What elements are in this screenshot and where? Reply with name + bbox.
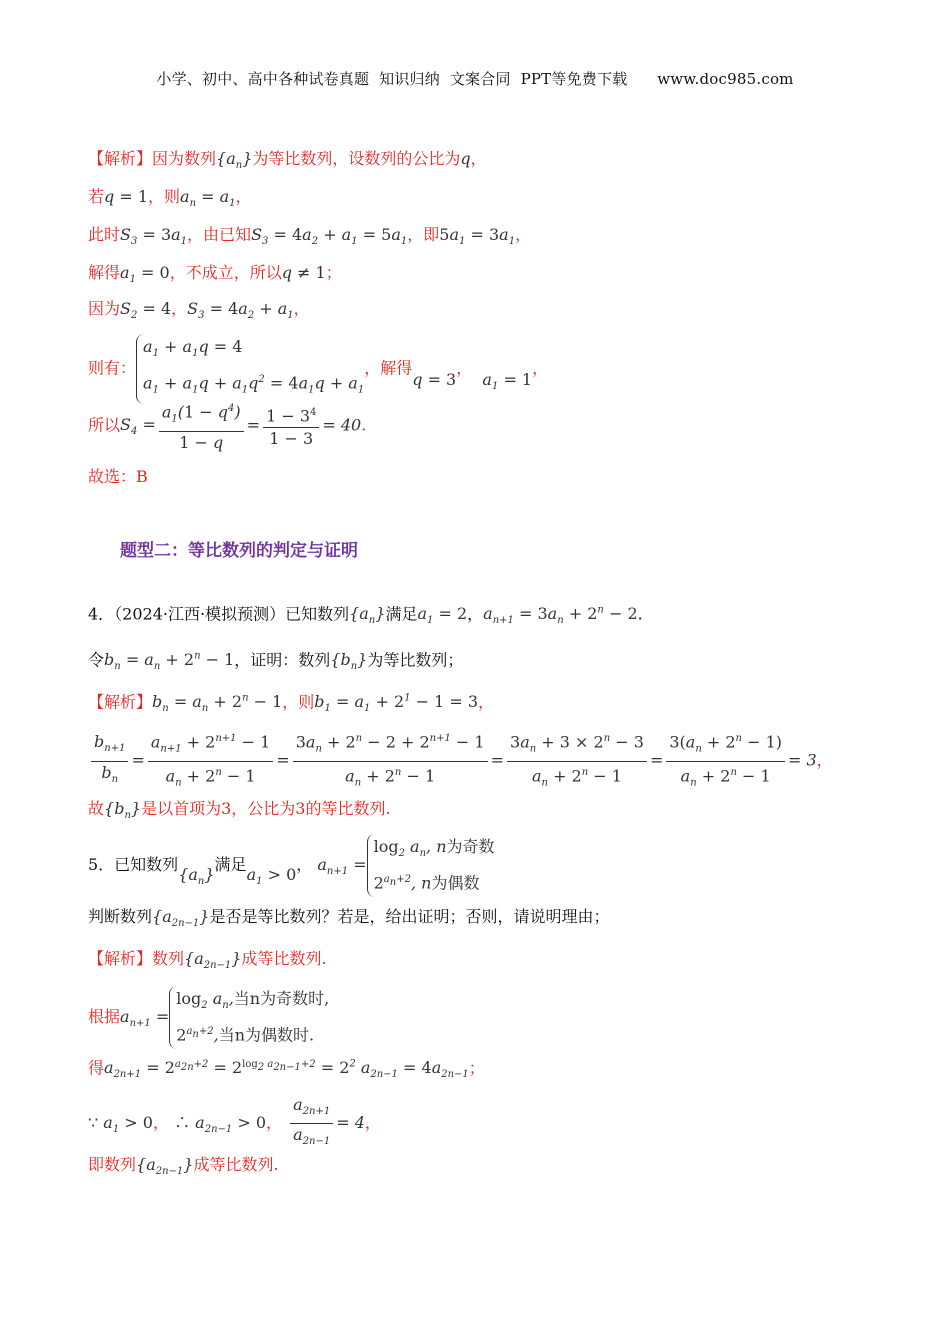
text: 为偶数: [431, 873, 480, 893]
math: q = 3: [412, 370, 457, 390]
q5-solution-line4: [88, 1094, 381, 1155]
q5-line2: [88, 906, 609, 935]
text: 解得: [88, 263, 121, 282]
text: ，解得: [364, 358, 413, 378]
text: ，不成立，所以: [169, 263, 282, 282]
q5-line1: [88, 834, 495, 897]
text: 4．（2024·江西·模拟预测）已知数列: [88, 604, 350, 624]
math: $\{a_{2n-1}\}$: [184, 949, 242, 972]
piecewise: $\log_2 a_n$, n为奇数 $2^{a_n+2}$, n为偶数: [367, 834, 495, 897]
text: 所以: [88, 415, 121, 435]
text: 根据: [88, 1006, 121, 1026]
math: $a_{n+1}$ =: [120, 1006, 170, 1029]
text: ，: [293, 299, 310, 318]
text: ，: [515, 225, 532, 244]
text: ，: [364, 1113, 381, 1133]
math: $a_1 = 1$: [482, 370, 533, 393]
math: $a_1 > 0$: [246, 864, 297, 887]
text: ，则: [148, 187, 181, 206]
math: ∴ $a_{2n-1} > 0$: [174, 1113, 267, 1136]
page-header: 小学、初中、高中各种试卷真题 知识归纳 文案合同 PPT等免费下载 www.doc985.com: [156, 70, 794, 88]
solution3-line1: [88, 148, 487, 177]
math: $\{a_{2n-1}\}$: [136, 1155, 194, 1178]
q5-solution-line3: [88, 1054, 485, 1087]
solution3-line5: [88, 298, 310, 327]
math: =: [131, 750, 145, 770]
fraction: $\frac{1 - 3^4}{1 - 3}$: [263, 402, 319, 450]
solution3-answer: 故选：B: [88, 467, 148, 486]
math: $\{a_{2n-1}\}$: [152, 907, 210, 930]
text: 为等比数列，设数列的公比为: [252, 149, 461, 168]
solution3-line3: [88, 224, 531, 253]
q4-line1: [88, 600, 643, 633]
math: $\{a_n\}$: [178, 864, 215, 887]
fraction: $\frac{a_1(1 - q^4)}{1 - q}$: [159, 398, 244, 454]
math: $\{b_n\}$: [104, 799, 142, 822]
text: 5．已知数列: [88, 854, 179, 874]
text: ，: [266, 1113, 283, 1133]
piecewise: $\log_2 a_n$,当n为奇数时, $2^{a_n+2}$,当n为偶数时.: [169, 986, 329, 1049]
text: 是否是等比数列？若是，给出证明；否则，请说明理由；: [209, 907, 610, 926]
q4-line2: [88, 646, 463, 679]
text: ，: [171, 299, 188, 318]
text: 若: [88, 187, 105, 206]
text: 成等比数列.: [241, 949, 327, 968]
text: 为等比数列；: [367, 650, 464, 670]
math: =: [276, 750, 290, 770]
text: .: [361, 415, 367, 435]
math: =: [649, 750, 664, 770]
fraction: $\frac{3(a_n + 2^n - 1)}{a_n + 2^n - 1}$: [666, 728, 785, 794]
text: 故: [88, 799, 105, 818]
solution3-line6: [88, 334, 548, 404]
q5-solution-line2: [88, 986, 329, 1049]
fraction: $\frac{a_{n+1} + 2^{n+1} - 1}{a_n + 2^n - 1}$: [148, 728, 273, 794]
text: 得: [88, 1058, 105, 1078]
text: 因为: [88, 299, 121, 318]
math: = 4: [336, 1113, 365, 1133]
q5-solution-line1: [88, 948, 327, 977]
text: 【解析】数列: [88, 949, 185, 968]
fraction: $\frac{3a_n + 3 \times 2^n - 3}{a_n + 2^n - 1}$: [507, 728, 647, 794]
solution3-line7: [88, 398, 366, 458]
math: $a_1 = 2$: [417, 604, 468, 627]
text: ；: [468, 1058, 485, 1078]
math: $\{a_n\}$: [216, 149, 253, 172]
text: ；: [325, 263, 342, 282]
math: $S_4$ =: [120, 415, 156, 438]
text: ，: [456, 358, 473, 378]
text: 令: [88, 650, 105, 670]
math: q: [460, 149, 471, 168]
text: ，: [816, 750, 833, 770]
fraction: $\frac{3a_n + 2^n - 2 + 2^{n+1} - 1}{a_n + 2^n - 1}$: [293, 728, 488, 794]
math: $S_3 = 4a_2 + a_1 = 5a_1$: [251, 225, 408, 248]
text: 满足: [385, 604, 418, 624]
q4-solution-line1: [88, 688, 494, 721]
q5-solution-line5: [88, 1154, 279, 1183]
math: $\{b_n\}$: [330, 650, 368, 673]
math: = 3: [788, 750, 817, 770]
text: 满足: [214, 854, 247, 874]
math: q ≠ 1: [281, 263, 326, 282]
math: q = 1: [104, 187, 149, 206]
math: $a_1 = 0$: [120, 263, 170, 286]
math: = 40: [322, 415, 362, 435]
text: 判断数列: [88, 907, 153, 926]
text: 【解析】: [88, 692, 153, 712]
text: ，即: [407, 225, 440, 244]
math: $S_3 = 3a_1$: [120, 225, 188, 248]
math: $a_{n+1}$ =: [317, 854, 367, 877]
text: ，: [470, 149, 487, 168]
math: $a_n = a_1$: [180, 187, 236, 210]
math: $S_2 = 4$: [120, 299, 172, 322]
text: 成等比数列.: [193, 1155, 279, 1174]
equation-system: $a_1 + a_1q = 4$ $a_1 + a_1q + a_1q^2 = 4a_1q + a_1$: [136, 334, 364, 404]
text: .: [637, 604, 643, 624]
math: $b_n = a_n + 2^n - 1$: [104, 650, 235, 673]
text: ，: [296, 854, 313, 874]
math: $b_n = a_n + 2^n - 1$: [152, 692, 283, 715]
text: ，则: [282, 692, 315, 712]
text: ，由已知: [187, 225, 252, 244]
math: =: [246, 415, 261, 435]
text: 当n为奇数时,: [233, 989, 330, 1008]
solution3-line4: [88, 262, 342, 291]
text: ，: [532, 358, 549, 378]
q4-solution-line3: [88, 798, 391, 827]
text: 当n为偶数时.: [218, 1025, 315, 1045]
text: 即数列: [88, 1155, 137, 1174]
text: ，: [235, 187, 252, 206]
text: 则有：: [88, 358, 137, 378]
math: $\{a_n\}$: [349, 604, 386, 627]
text: 是以首项为3，公比为3的等比数列.: [141, 799, 391, 818]
text: 【解析】因为数列: [88, 149, 217, 168]
math: $5a_1 = 3a_1$: [439, 225, 516, 248]
text: 此时: [88, 225, 121, 244]
text: 为奇数: [446, 837, 495, 856]
fraction: $\frac{a_{2n+1}}{a_{2n-1}}$: [290, 1094, 333, 1153]
math: $a_{n+1} = 3a_n + 2^n - 2$: [483, 604, 638, 627]
text: ，: [478, 692, 495, 712]
solution3-line2: [88, 186, 252, 215]
section-title: 题型二：等比数列的判定与证明: [120, 541, 358, 561]
math: =: [490, 750, 504, 770]
fraction: $\frac{b_{n+1}}{b_n}$: [91, 731, 128, 790]
text: ，: [152, 1113, 169, 1133]
math: ∵ $a_1 > 0$: [88, 1113, 153, 1136]
math: $S_3 = 4a_2 + a_1$: [187, 299, 294, 322]
math: $a_{2n+1} = 2^{a_{2n}+2} = 2^{log_2 a_{2n-1}+2} = 2^2$ $a_{2n-1} = 4a_{2n-1}$: [104, 1058, 469, 1081]
math: $b_1 = a_1 + 2^1 - 1 = 3$: [314, 692, 479, 715]
text: ，: [467, 604, 484, 624]
q4-solution-line2: [88, 728, 833, 794]
text: ，证明：数列: [234, 650, 331, 670]
